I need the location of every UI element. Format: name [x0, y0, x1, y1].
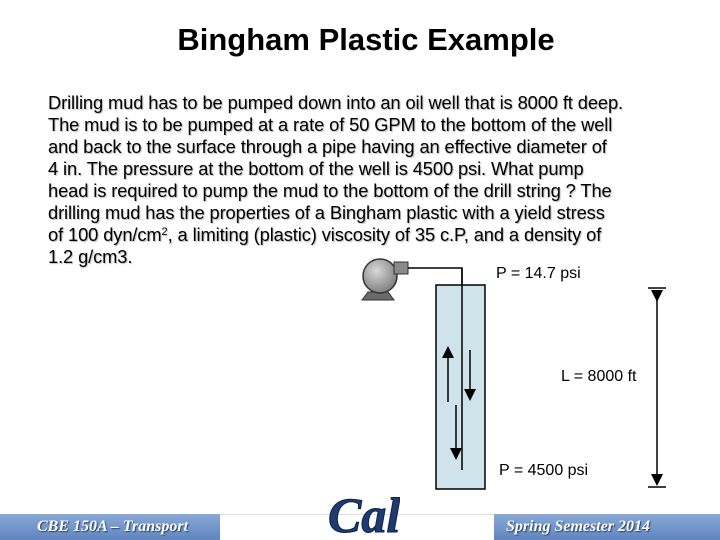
course-footer: CBE 150A – Transport — [0, 514, 220, 540]
problem-line: drilling mud has the properties of a Bingham plastic with a yield stress — [48, 202, 605, 223]
problem-line: Drilling mud has to be pumped down into an oil well that is 8000 ft deep. — [48, 92, 624, 113]
cal-logo-icon — [326, 480, 400, 540]
slide-title: Bingham Plastic Example — [177, 22, 555, 57]
problem-line: 4 in. The pressure at the bottom of the well is 4500 psi. What pump — [48, 158, 584, 179]
problem-text: , a limiting (plastic) viscosity of 35 c.P, and a density of — [167, 224, 602, 245]
length-label: L = 8000 ft — [561, 368, 637, 385]
length-dimension-icon — [648, 288, 666, 487]
logo-text: Cal — [328, 487, 400, 540]
problem-line: and back to the surface through a pipe having an effective diameter of — [48, 136, 607, 157]
top-pressure-label: P = 14.7 psi — [496, 265, 581, 282]
problem-text: of 100 dyn/cm — [48, 224, 162, 245]
problem-line: head is required to pump the mud to the bottom of the drill string ? The — [48, 180, 612, 201]
pump-discharge-line — [408, 268, 462, 285]
problem-line: The mud is to be pumped at a rate of 50 GPM to the bottom of the well — [48, 114, 613, 135]
pump-icon — [362, 259, 408, 300]
bottom-pressure-label: P = 4500 psi — [499, 462, 589, 479]
well-pipe — [436, 285, 485, 489]
semester-footer: Spring Semester 2014 — [494, 514, 720, 540]
problem-line: 1.2 g/cm3. — [48, 246, 133, 267]
superscript: 2 — [161, 226, 168, 238]
